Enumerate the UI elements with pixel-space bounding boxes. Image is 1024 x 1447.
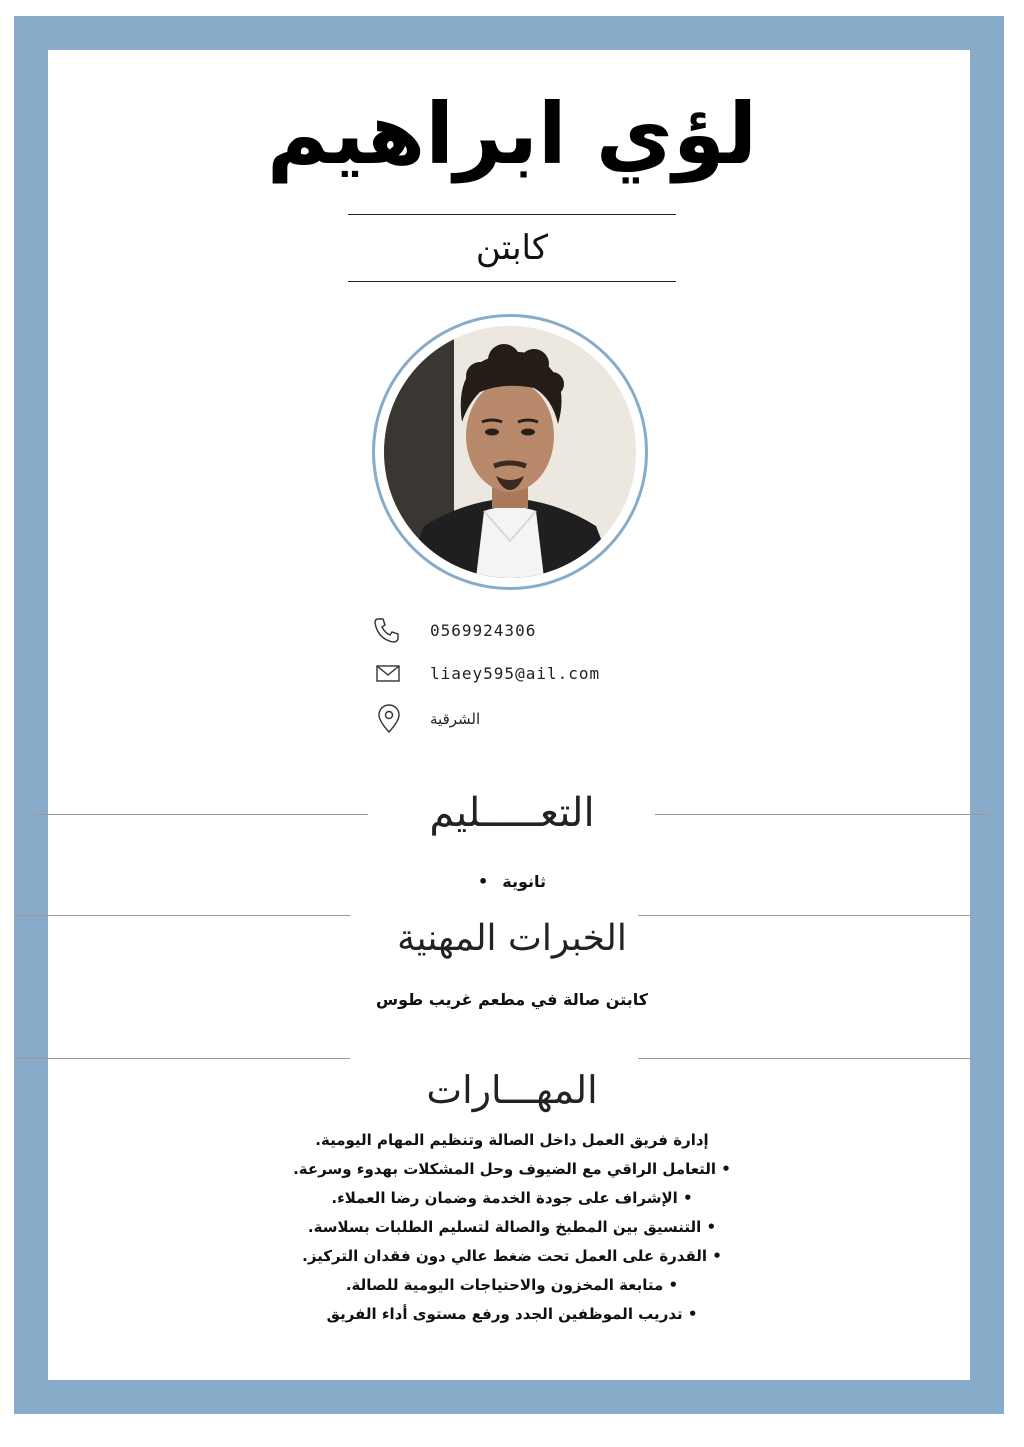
skill-item: • التنسيق بين المطبخ والصالة لتسليم الطلبات بسلاسة. bbox=[307, 1218, 717, 1236]
skill-item: • الإشراف على جودة الخدمة وضمان رضا العملاء. bbox=[331, 1189, 693, 1207]
location-pin-icon bbox=[372, 704, 408, 734]
title-rule-top bbox=[348, 214, 676, 215]
skill-item: إدارة فريق العمل داخل الصالة وتنظيم المهام اليومية. bbox=[315, 1131, 709, 1149]
phone-number: 0569924306 bbox=[430, 620, 537, 640]
experience-rule-left bbox=[14, 915, 350, 916]
contact-email[interactable] bbox=[372, 658, 600, 688]
skills-list bbox=[0, 1126, 1024, 1329]
contact-location bbox=[372, 704, 480, 734]
email-address: liaey595@ail.com bbox=[430, 663, 601, 683]
skill-item: • متابعة المخزون والاحتياجات اليومية للصالة. bbox=[345, 1276, 679, 1294]
profile-photo bbox=[384, 326, 636, 578]
phone-icon bbox=[372, 615, 408, 645]
skills-heading: المهـــارات bbox=[426, 1068, 598, 1112]
skill-item: • القدرة على العمل تحت ضغط عالي دون فقدان التركيز. bbox=[302, 1247, 722, 1265]
education-heading: التعـــــليم bbox=[429, 790, 595, 836]
skill-item: • التعامل الراقي مع الضيوف وحل المشكلات بهدوء وسرعة. bbox=[293, 1160, 731, 1178]
mail-icon bbox=[372, 658, 408, 688]
title-rule-bottom bbox=[348, 281, 676, 282]
experience-item: كابتن صالة في مطعم غريب طوس bbox=[375, 990, 649, 1009]
skills-rule-left bbox=[14, 1058, 350, 1059]
experience-heading: الخبرات المهنية bbox=[397, 918, 627, 959]
education-item: ثانوية• bbox=[478, 872, 546, 891]
job-title: كابتن bbox=[475, 228, 549, 268]
location-text: الشرقية bbox=[430, 710, 481, 728]
skill-item: • تدريب الموظفين الجدد ورفع مستوى أداء الفريق bbox=[326, 1305, 698, 1323]
candidate-name: لؤي ابراهيم bbox=[266, 85, 758, 183]
contact-phone[interactable] bbox=[372, 615, 536, 645]
skills-rule-right bbox=[638, 1058, 972, 1059]
experience-rule-right bbox=[638, 915, 972, 916]
